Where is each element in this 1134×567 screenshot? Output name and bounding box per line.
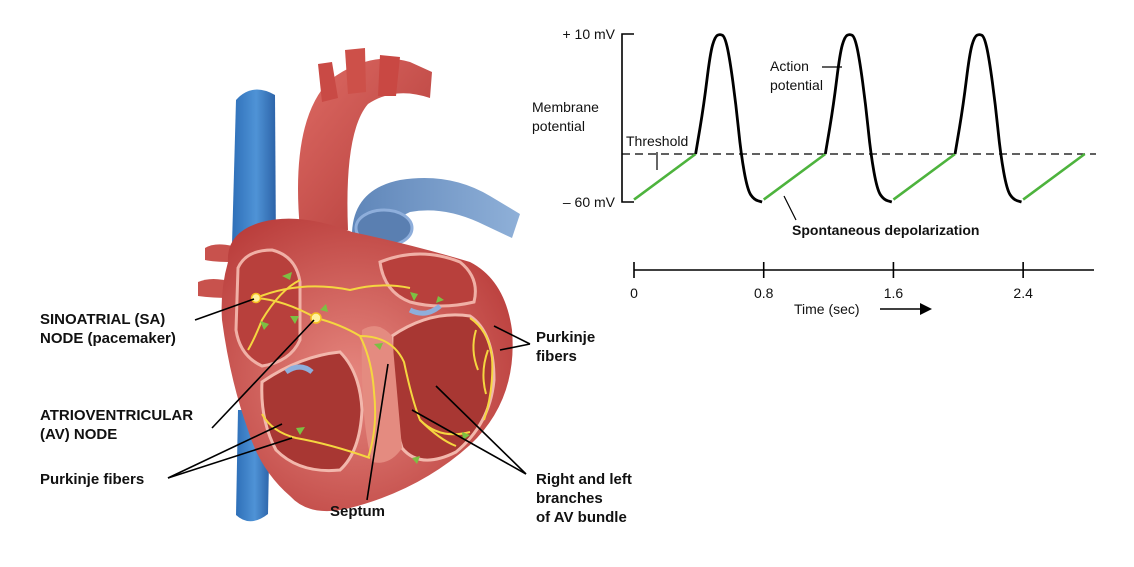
y-tick-label-bottom: – 60 mV <box>562 194 615 210</box>
purkinje-fibers-right-label: Purkinje fibers <box>536 329 596 365</box>
x-tick-label-1: 0.8 <box>753 285 774 301</box>
aortic-branch-2 <box>345 48 366 94</box>
heart-illustration <box>198 48 520 521</box>
av-bundle-label: Right and left branches of AV bundle <box>536 471 632 526</box>
depolarization-segment-1 <box>634 154 696 200</box>
action-potential-spike-2 <box>825 35 891 202</box>
action-potential-spike-3 <box>955 35 1021 202</box>
spontaneous-depolarization-leader <box>784 196 796 220</box>
x-tick-label-0: 0 <box>630 285 638 301</box>
action-potential-spike-1 <box>696 35 762 202</box>
y-axis-label: Membrane potential <box>532 99 599 134</box>
purkinje-fibers-left-label: Purkinje fibers <box>40 471 145 488</box>
x-axis-arrow <box>880 303 932 315</box>
av-node-label: ATRIOVENTRICULAR (AV) NODE <box>40 407 194 443</box>
membrane-potential-chart <box>532 26 1096 317</box>
y-tick-label-top: + 10 mV <box>562 26 615 42</box>
depolarization-segment-3 <box>893 154 955 200</box>
action-potential-annotation-2: potential <box>770 77 823 93</box>
x-tick-label-3: 2.4 <box>1013 285 1033 301</box>
septum-label: Septum <box>330 503 386 520</box>
x-axis-label: Time (sec) <box>794 301 860 317</box>
right-atrium <box>236 250 300 366</box>
series-layer <box>634 35 1085 202</box>
x-tick-label-2: 1.6 <box>883 285 904 301</box>
x-ticks <box>630 262 1033 301</box>
y-axis <box>622 34 634 202</box>
depolarization-segment-2 <box>764 154 826 200</box>
action-potential-annotation: Action <box>770 58 809 74</box>
sa-node <box>252 294 261 303</box>
sa-node-label: SINOATRIAL (SA) NODE (pacemaker) <box>40 311 176 347</box>
spontaneous-depolarization-label: Spontaneous depolarization <box>792 222 980 238</box>
threshold-label: Threshold <box>626 133 689 149</box>
depolarization-segment-4 <box>1023 154 1085 200</box>
